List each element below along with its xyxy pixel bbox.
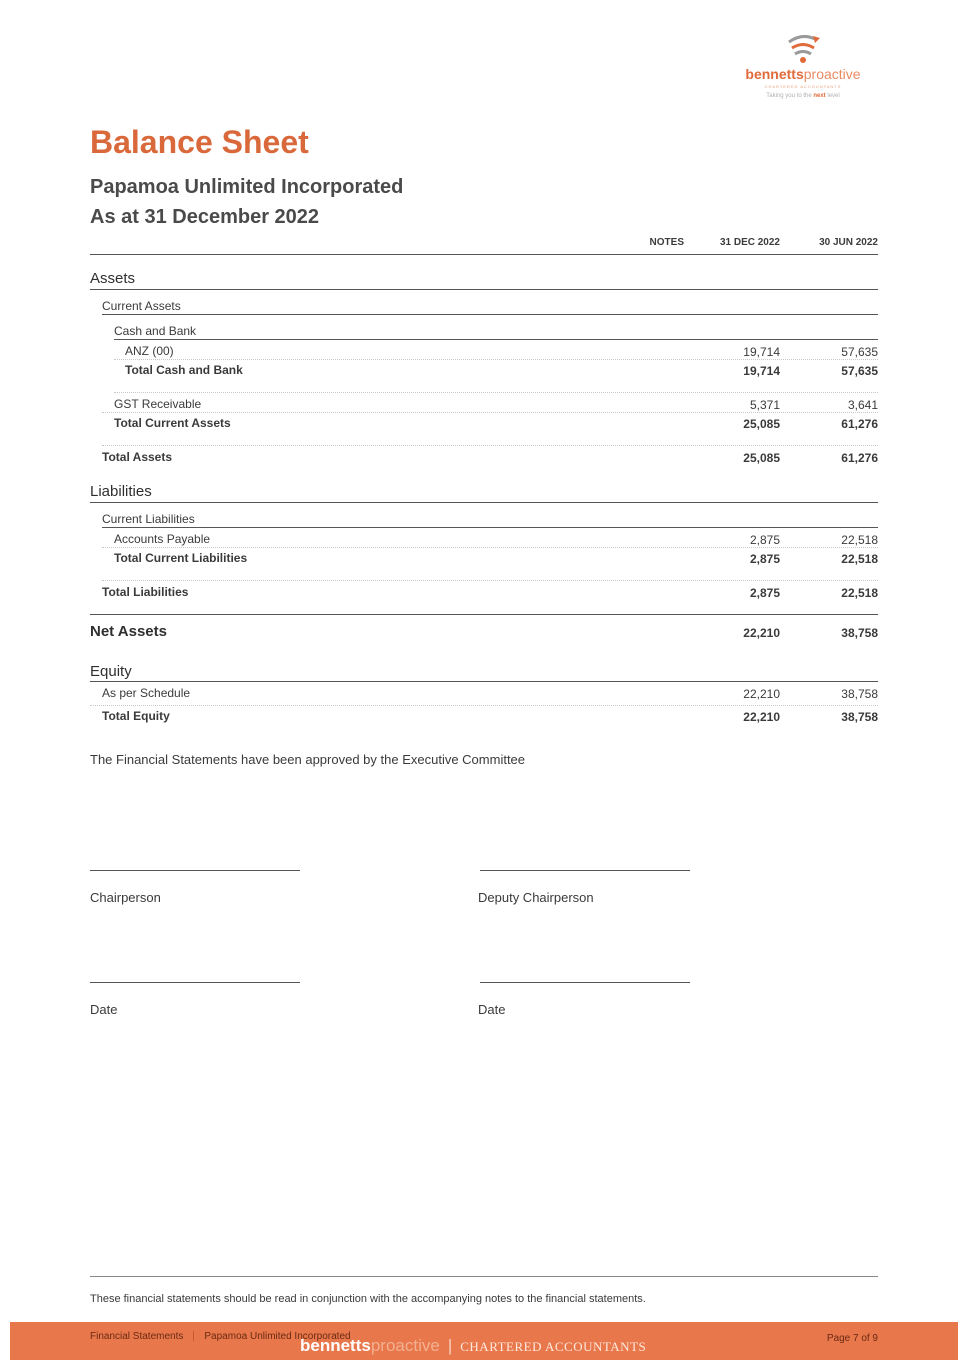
row-gst-current: 5,371: [749, 398, 780, 412]
column-header-notes: NOTES: [649, 237, 684, 248]
row-total-assets-current: 25,085: [743, 451, 780, 465]
divider: [90, 289, 878, 290]
column-header-prior: 30 JUN 2022: [819, 237, 878, 248]
row-total-equity-prior: 38,758: [841, 710, 878, 724]
group-cash-bank: Cash and Bank: [114, 324, 197, 338]
row-total-current-liabilities-label: Total Current Liabilities: [114, 551, 248, 565]
row-total-liabilities-label: Total Liabilities: [102, 585, 189, 599]
row-gst-prior: 3,641: [847, 398, 878, 412]
footer-brand: bennettsproactive | CHARTERED ACCOUNTANTS: [300, 1336, 647, 1355]
footnote: These financial statements should be read in conjunction with the accompanying notes to the financial statements.: [90, 1293, 646, 1305]
divider: [114, 339, 878, 340]
row-separator: [102, 547, 878, 548]
row-accounts-payable-prior: 22,518: [841, 533, 878, 547]
subsection-current-liabilities: Current Liabilities: [102, 512, 195, 526]
row-accounts-payable-label: Accounts Payable: [114, 532, 211, 546]
row-separator: [114, 392, 878, 393]
row-as-per-schedule-prior: 38,758: [841, 687, 878, 701]
row-total-current-liabilities-prior: 22,518: [841, 552, 878, 566]
signature-line-deputy: [480, 870, 690, 871]
row-separator: [102, 445, 878, 446]
row-separator: [90, 705, 878, 706]
header-rule: [90, 254, 878, 255]
footnote-rule: [90, 1276, 878, 1277]
row-net-assets-label: Net Assets: [90, 623, 167, 640]
footer-organisation: Papamoa Unlimited Incorporated: [204, 1331, 351, 1342]
row-anz-label: ANZ (00): [125, 344, 174, 358]
date-label-right: Date: [478, 1002, 506, 1017]
row-total-equity-current: 22,210: [743, 710, 780, 724]
divider: [102, 527, 878, 528]
footer-brand-divider: |: [447, 1336, 453, 1355]
divider: [90, 681, 878, 682]
row-as-per-schedule-label: As per Schedule: [102, 686, 191, 700]
section-equity: Equity: [90, 663, 132, 680]
row-net-assets-prior: 38,758: [841, 626, 878, 640]
divider: [90, 614, 878, 615]
divider: [102, 314, 878, 315]
footer-separator: [193, 1331, 194, 1341]
row-net-assets-current: 22,210: [743, 626, 780, 640]
row-anz-current: 19,714: [743, 345, 780, 359]
row-total-cash-bank-current: 19,714: [743, 364, 780, 378]
logo-tagline: Taking you to the next level: [766, 93, 840, 99]
signature-label-deputy: Deputy Chairperson: [478, 890, 594, 905]
row-total-current-liabilities-current: 2,875: [749, 552, 780, 566]
signature-label-chairperson: Chairperson: [90, 890, 161, 905]
footer-section: Financial Statements: [90, 1331, 184, 1342]
signal-arcs-icon: [783, 30, 823, 64]
row-total-current-assets-prior: 61,276: [841, 417, 878, 431]
signature-line-chairperson: [90, 870, 300, 871]
report-date: As at 31 December 2022: [90, 206, 320, 228]
row-separator: [102, 412, 878, 413]
divider: [90, 502, 878, 503]
row-total-liabilities-current: 2,875: [749, 586, 780, 600]
date-line-right: [480, 982, 690, 983]
approval-statement: The Financial Statements have been approved by the Executive Committee: [90, 752, 526, 767]
row-as-per-schedule-current: 22,210: [743, 687, 780, 701]
logo-wordmark: bennettsproactive: [745, 66, 861, 82]
page-title: Balance Sheet: [90, 124, 309, 160]
section-liabilities: Liabilities: [90, 483, 152, 500]
row-total-cash-bank-label: Total Cash and Bank: [125, 363, 243, 377]
row-anz-prior: 57,635: [841, 345, 878, 359]
row-separator: [102, 580, 878, 581]
row-total-equity-label: Total Equity: [102, 709, 170, 723]
row-accounts-payable-current: 2,875: [749, 533, 780, 547]
page-number: Page 7 of 9: [826, 1333, 878, 1344]
section-assets: Assets: [90, 270, 136, 287]
firm-logo: [722, 30, 884, 114]
page-footer: [10, 1322, 958, 1360]
row-total-liabilities-prior: 22,518: [841, 586, 878, 600]
logo-subtitle: CHARTERED ACCOUNTANTS: [764, 84, 842, 89]
column-header-current: 31 DEC 2022: [719, 237, 780, 248]
subsection-current-assets: Current Assets: [102, 299, 181, 313]
organisation-name: Papamoa Unlimited Incorporated: [90, 176, 404, 198]
row-total-cash-bank-prior: 57,635: [841, 364, 878, 378]
row-gst-label: GST Receivable: [114, 397, 202, 411]
row-total-current-assets-label: Total Current Assets: [114, 416, 231, 430]
row-total-assets-label: Total Assets: [102, 450, 173, 464]
row-separator: [114, 359, 878, 360]
date-line-left: [90, 982, 300, 983]
row-total-assets-prior: 61,276: [841, 451, 878, 465]
date-label-left: Date: [90, 1002, 118, 1017]
row-total-current-assets-current: 25,085: [743, 417, 780, 431]
